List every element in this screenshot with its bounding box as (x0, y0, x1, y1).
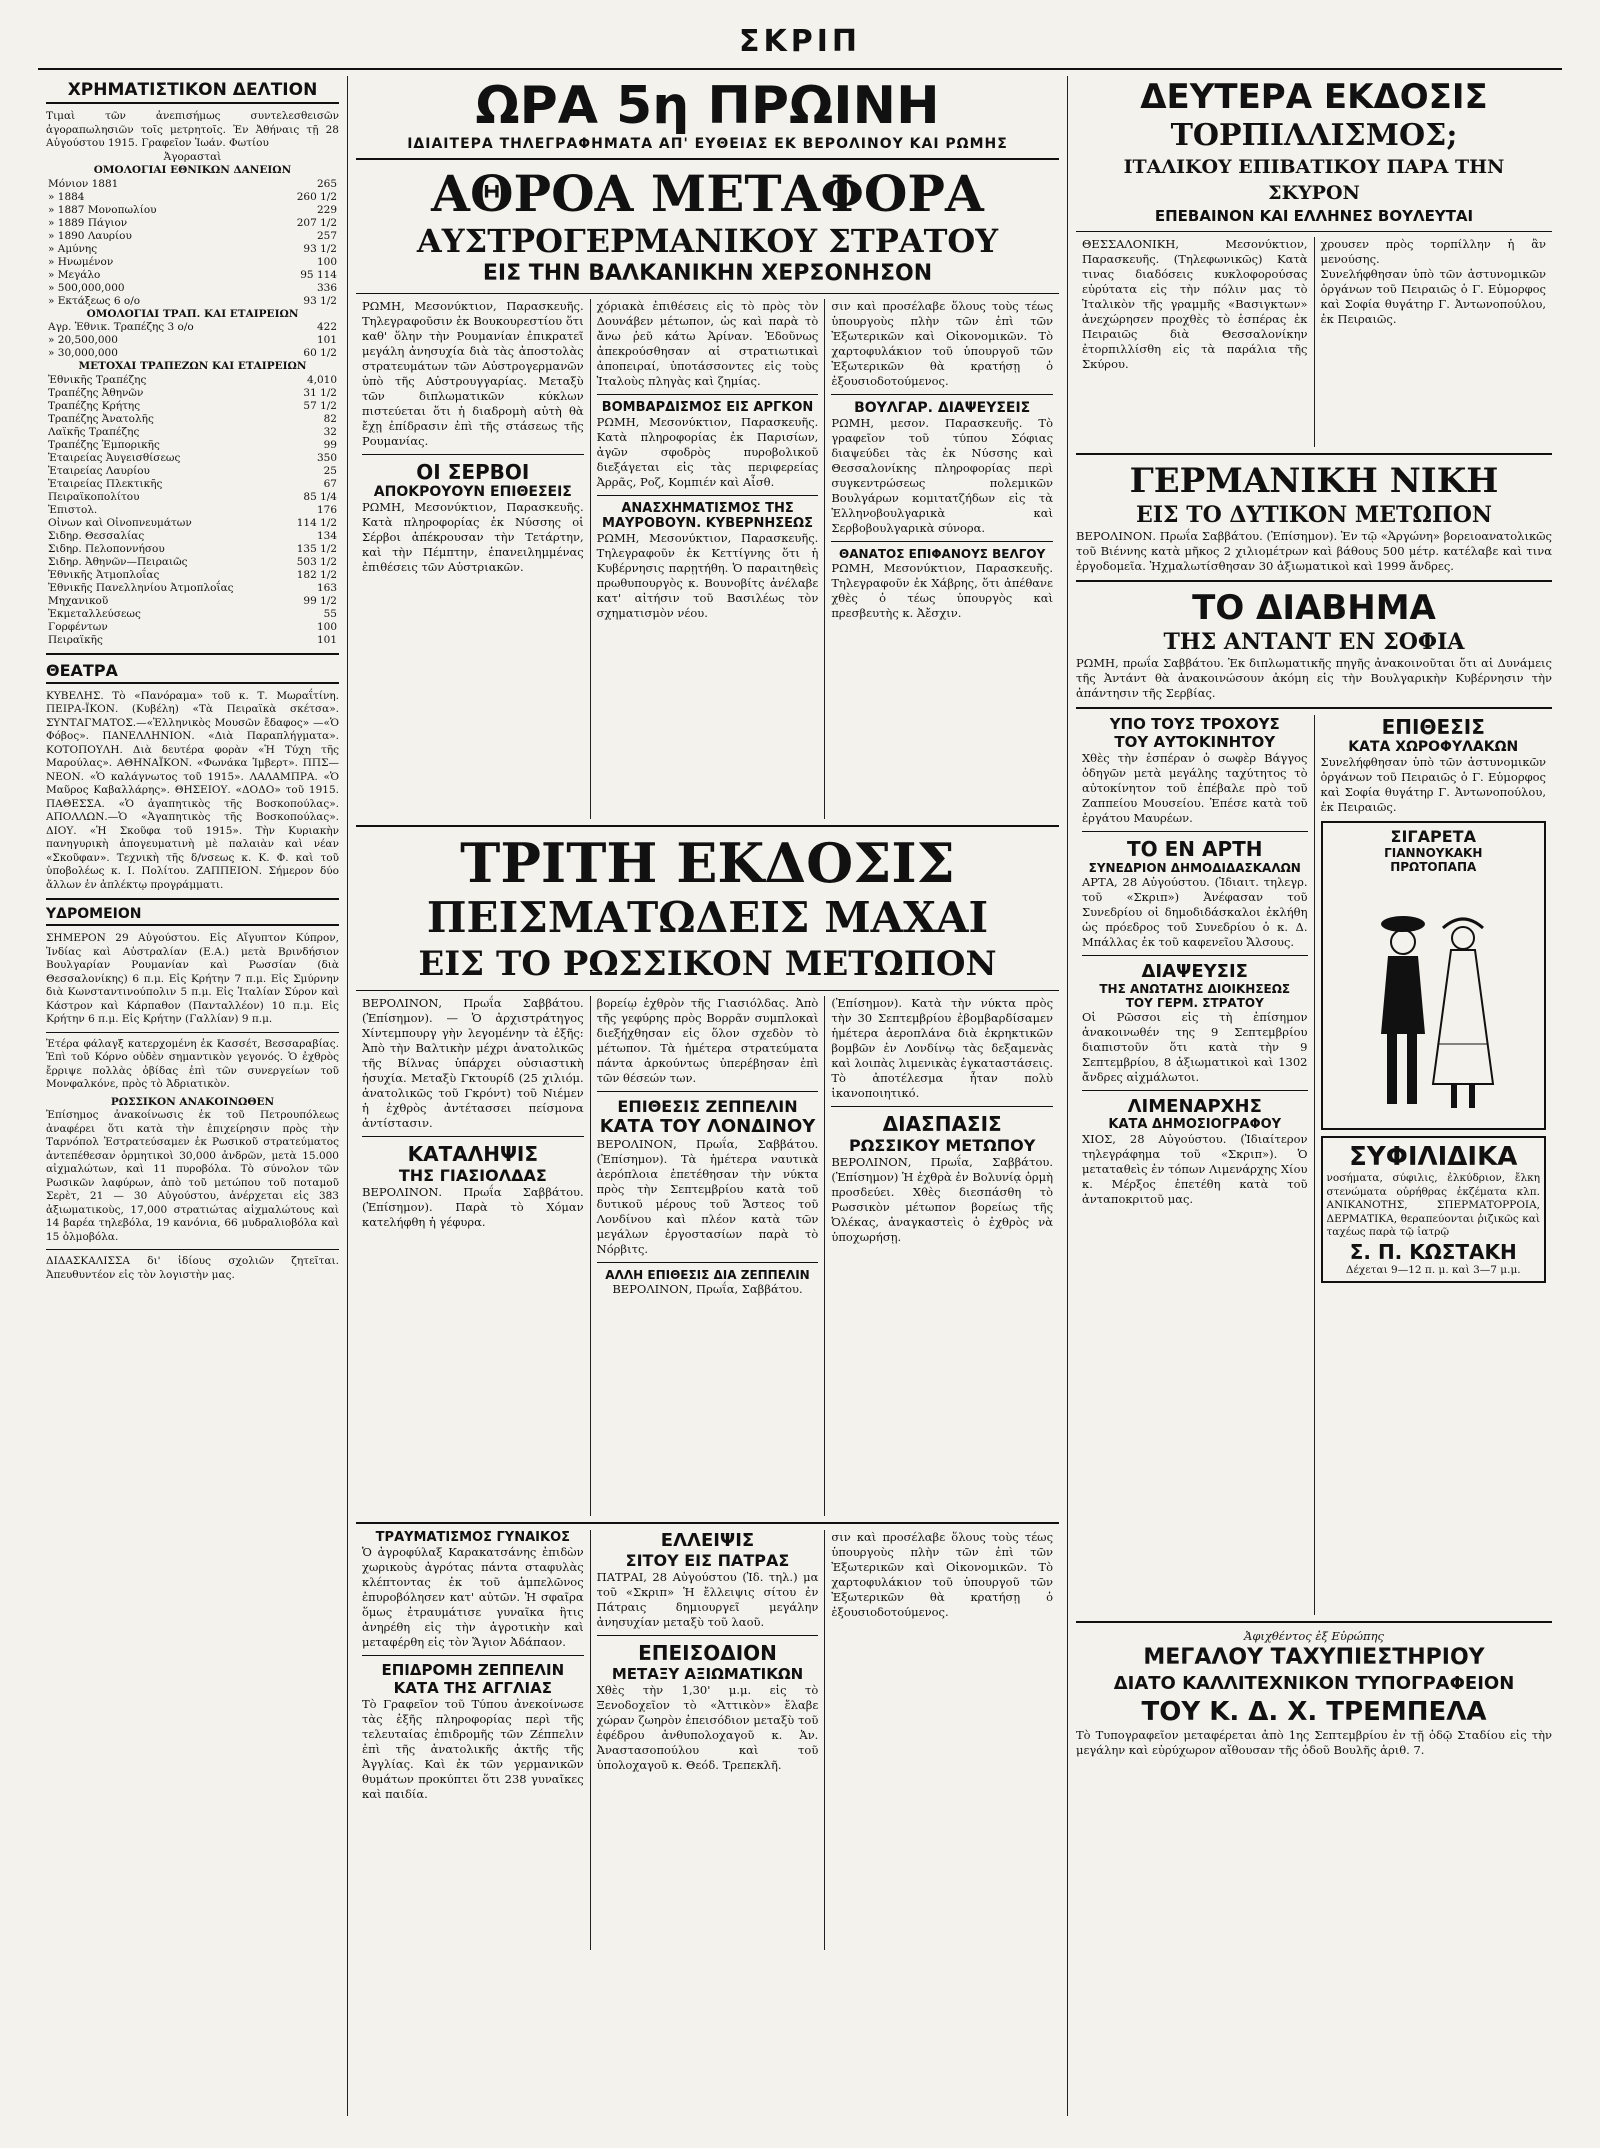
cig-sub2: ΠΡΩΤΟΠΑΠΑ (1390, 860, 1477, 874)
syph-title: ΣΥΦΙΛΙΔΙΚΑ (1349, 1142, 1518, 1172)
incident-title: ΕΠΕΙΣΟΔΙΟΝ (638, 1641, 777, 1665)
bombard-text: ΡΩΜΗ, Μεσονύκτιον, Παρασκευῆς. Κατὰ πληροφορίας ἐκ Παρισίων, ἀγῶν σφοδρὸς πυροβολικοῦ διεξάγεται εἰς τὰς περιφερείας Ἀρρᾶς, Ροζ, Κομπιέν καὶ Αἶσθ. (596, 415, 819, 489)
table-row (46, 439, 339, 452)
shortage-title: ΕΛΛΕΙΨΙΣ (660, 1530, 755, 1551)
car-subtitle: ΤΟΥ ΑΥΤΟΚΙΝΗΤΟΥ (1114, 733, 1276, 751)
zeppelin3-text: Τὸ Γραφεῖον τοῦ Τύπου ἀνεκοίνωσε τὰς ἑξῆς πληροφορίας περὶ τῆς τελευταίας ἐπιδρομῆς τῶν Ζέππελιν ἐπὶ τῆς ἀνατολικῆς ἀκτῆς τῆς Ἀγγλίας. Καὶ ἐκ τῶν γερμανικῶν θυμάτων προκύπτει ὅτι 238 γυναῖκες καὶ παιδία. (362, 1697, 584, 1801)
syph-doctor: Σ. Π. ΚΩΣΤΑΚΗ (1349, 1239, 1517, 1264)
syphilis-ad (1321, 1136, 1547, 1283)
divider (1076, 231, 1552, 232)
table-row (46, 256, 339, 269)
row-label: » 1889 Πάγιον (48, 216, 128, 229)
lead-text-2: χόριακὰ ἐπιθέσεις εἰς τὸ πρὸς τὸν Δουνάβεν μέτωπον, ὡς καὶ παρὰ τὸ ἄνω ῥεῦ κάτω Ἀρίναν. Ἐδοῦνως ἀπεκρούσθησαν αἱ στρατιωτικαὶ ἀποπειραί, ὑποτάσσοντες εἰς τοὺς Ἰταλοὺς πληγὰς καὶ ζημίας. (596, 299, 819, 388)
row-label: Μηχανικοῦ (48, 594, 109, 607)
row-label: Ἐκμεταλλεύσεως (48, 607, 141, 620)
table-row (46, 452, 339, 465)
divider (1082, 831, 1308, 832)
story-col-8 (591, 1530, 826, 1950)
row-value: 257 (316, 229, 337, 242)
row-value: 100 (316, 255, 337, 268)
row-label: Ἐθνικῆς Πανελληνίου Ἀτμοπλοΐας (48, 581, 234, 594)
table-row (46, 282, 339, 295)
divider (356, 825, 1059, 827)
battle-text-3: (Ἐπίσημον). Κατὰ τὴν νύκτα πρὸς τὴν 30 Σεπτεμβρίου ἐβομβαρδίσαμεν ἡμέτερα ἀεροπλάνα διὰ ἐκρηκτικῶν βομβῶν ἐν Λονδίνῳ τὰς δεξαμενὰς καὶ λοιπὰς λιμενικὰς ἐγκαταστάσεις. Τὸ ἀποτέλεσμα ἦταν πολὺ ἱκανοποιητικό. (831, 996, 1054, 1100)
story-grid-bottom (356, 1530, 1059, 1950)
story-col-1 (356, 299, 591, 819)
serbs-text: ΡΩΜΗ, Μεσονύκτιον, Παρασκευῆς. Κατὰ πληροφορίας ἐκ Νύσσης οἱ Σέρβοι ἀπέκρουσαν τὴν Τετάρτην, καὶ τὴν Πέμπτην, ἐπανειλημμένας ἐπιθέσεις τῶν Αὐστριακῶν. (362, 500, 584, 574)
row-label: Γορφέντων (48, 620, 108, 633)
left-column (38, 76, 348, 2116)
row-label: » Εκτάξεως 6 ο/ο (48, 294, 141, 307)
row-value: 182 1/2 (296, 568, 337, 581)
women-title: ΤΡΑΥΜΑΤΙΣΜΟΣ ΓΥΝΑΙΚΟΣ (375, 1530, 570, 1545)
harbour-preview: σιν καὶ προσέλαβε ὅλους τοὺς τέως ὑπουργοὺς πλὴν τῶν ἐπὶ τῶν Ἐξωτερικῶν καὶ Οἰκονομικῶν. Τὸ χαρτοφυλάκιον τοῦ ὑπουργοῦ τῶν Ἐξωτερικῶν θὰ κρατήσῃ ὁ ἐξουσιοδοτούμενος. (831, 1530, 1054, 1619)
zeppelin3-title: ΕΠΙΔΡΟΜΗ ΖΕΠΠΕΛΙΝ (381, 1661, 565, 1679)
shortage-text: ΠΑΤΡΑΙ, 28 Αὐγούστου (Ἰδ. τηλ.) μα τοῦ «Σκριπ» Ἡ ἔλλειψις σίτου ἐν Πάτραις δημιουργεῖ μεγάλην ἀνησυχίαν μεταξὺ τοῦ λαοῦ. (596, 1570, 819, 1629)
serbs-title: ΟΙ ΣΕΡΒΟΙ (416, 460, 530, 484)
headline-transport: ΑΘΡΟΑ ΜΕΤΑΦΟΡΑ (431, 164, 984, 223)
russian-title: ΡΩΣΣΙΚΟΝ ΑΝΑΚΟΙΝΩΘΕΝ (110, 1095, 275, 1108)
harbour-subtitle: ΚΑΤΑ ΔΗΜΟΣΙΟΓΡΑΦΟΥ (1108, 1117, 1282, 1132)
row-value: 100 (316, 620, 337, 633)
banks-table (46, 374, 339, 647)
divider (597, 1262, 819, 1263)
zeppelin-subtitle: ΚΑΤΑ ΤΟΥ ΛΟΝΔΙΝΟΥ (599, 1116, 816, 1137)
rupture-text: ΒΕΡΟΛΙΝΟΝ, Πρωΐα, Σαββάτου. (Ἐπίσημον) Ἡ ἐχθρὰ ἐν Βολυνίᾳ ὁρμὴ προσδεύει. Χθὲς διεσπάσθη τὸ Ρωσσικὸν μέτωπον βορείως τῆς Ὀλέκας, ἀναγκαστεὶς ὁ ἐχθρὸς νὰ ὑποχωρήσῃ. (831, 1155, 1054, 1244)
masthead: ΣΚΡΙΠ (739, 24, 861, 59)
divider (46, 1249, 339, 1250)
rupture-subtitle: ΡΩΣΣΙΚΟΥ ΜΕΤΩΠΟΥ (849, 1136, 1036, 1155)
row-label: Τραπέζης Κρήτης (48, 399, 141, 412)
row-label: » 20,500,000 (48, 334, 118, 346)
table-row (46, 347, 339, 360)
torpedo-sub: ΙΤΑΛΙΚΟΥ ΕΠΙΒΑΤΙΚΟΥ ΠΑΡΑ ΤΗΝ ΣΚΥΡΟΝ (1123, 156, 1505, 204)
right-column (1068, 76, 1560, 2116)
row-value: 176 (316, 503, 337, 516)
divider (362, 1655, 584, 1656)
death-title: ΘΑΝΑΤΟΣ ΕΠΙΦΑΝΟΥΣ ΒΕΛΓΟΥ (839, 547, 1046, 561)
denial-subtitle: ΤΗΣ ΑΝΩΤΑΤΗΣ ΔΙΟΙΚΗΣΕΩΣ (1099, 982, 1291, 996)
torpedo-sub2: ΕΠΕΒΑΙΝΟΝ ΚΑΙ ΕΛΛΗΝΕΣ ΒΟΥΛΕΥΤΑΙ (1154, 207, 1474, 225)
divider (362, 1136, 584, 1137)
companies-title: ΟΜΟΛΟΓΙΑΙ ΤΡΑΠ. ΚΑΙ ΕΤΑΙΡΕΙΩΝ (86, 307, 299, 320)
hydro-text: ΣΗΜΕΡΟΝ 29 Αὐγούστου. Εἰς Αἴγυπτον Κύπρον, Ἰνδίας καὶ Αὐστραλίαν (Ε.Α.) μετὰ Βρινδήσιον Βουλγαρίαν Ρουμανίαν καὶ Ρωσσίαν (διὰ Θεσσαλονίκης) 6 π.μ. Εἰς Κρήτην 7 π.μ. Εἰς Σμύρνην διὰ Κωνσταντινούπολιν 5 π.μ. Εἰς Ἰταλίαν Σύρον καὶ Κάστρον καὶ Κάρπαθον (Πανταλλέον) 10 π.μ. Εἰς Κρήτην 6 π.μ. Εἰς Κρήτην (Γαλλίαν) 9 π.μ. (46, 932, 339, 1025)
demarche-headline: ΤΟ ΔΙΑΒΗΜΑ (1192, 588, 1436, 628)
death-text: ΡΩΜΗ, Μεσονύκτιον, Παρασκευῆς. Τηλεγραφοῦν ἐκ Χάβρης, ὅτι ἀπέθανε χθὲς ὁ τέως ὑπουργὸς καὶ πρεσβευτὴς κ. Ἀἔσχιν. (831, 561, 1054, 620)
row-value: 99 1/2 (303, 594, 337, 607)
table-row (46, 374, 339, 387)
table-row (46, 504, 339, 517)
demarche-sub: ΤΗΣ ΑΝΤΑΝΤ ΕΝ ΣΟΦΙΑ (1163, 629, 1465, 655)
torpedo-col-1 (1076, 237, 1315, 447)
women-text: Ὁ ἀγροφύλαξ Καρακατσάνης ἐπιδὼν χωρικοὺς ἀγρότας πάντα σταφυλὰς κλέπτοντας ἐκ τοῦ ἀμπελῶνος ἐπυροβόλησεν κατ' αὐτῶν. Ἡ σφαῖρα ὅμως ἐτραυμάτισε γυναῖκα ἣτις ἀνηρέθη εἰς τὴν ἀγροτικὴν καὶ μεταφέρθη εἰς τὸν Ἅγιον Ἀδάπαον. (362, 1545, 584, 1649)
german-victory-text: ΒΕΡΟΛΙΝΟΝ. Πρωΐα Σαββάτου. (Ἐπίσημον). Ἐν τῷ «Ἀργώνη» βορειοανατολικῶς τοῦ Βιέννης κατὰ μῆκος 2 χιλιομέτρων καὶ βάθους 500 μέτρ. κατέλαβε καὶ τινα ἐργοδομεῖα. Ἠχμαλωτίσθησαν 30 ἀξιωματικοὶ καὶ 1999 ἄνδρες. (1076, 529, 1552, 573)
story-col-6 (825, 996, 1059, 1516)
divider (356, 1522, 1059, 1524)
story-col-5 (591, 996, 826, 1516)
car-text: Χθὲς τὴν ἑσπέραν ὁ σωφὲρ Βάγγος ὁδηγῶν μετὰ μεγάλης ταχύτητος τὸ αὐτοκίνητον τοῦ ἐπέβαλε πρὸ τοῦ Ζαππείου Μουσείου. Ἐπέσε κατὰ τοῦ ἐργάτου Μαυρέων. (1082, 751, 1308, 825)
russian-text: Ἐπίσημος ἀνακοίνωσις ἐκ τοῦ Πετρουπόλεως ἀναφέρει ὅτι κατὰ τὴν ἐπιχείρησιν πρὸς τὴν Ταρνόπολ Ἐστρατεύσαμεν ἐκ Ρωσικοῦ στρατεύματος ἀντεπέθεσαν ὁρμητικοὶ 30,000 ἀνδρῶν, μετὰ 15.000 αἰχμαλώτων, καὶ 11 πυροβόλα. Τὸ σύνολον τῶν Ρωσικῶν λαφύρων, ἀπὸ τοῦ μετώπου τοῦ ποταμοῦ Σερὲτ, 21 — 30 Αὐγούστου, ἀνέρχεται εἰς 383 ἀξιωματικοὺς, 17,000 στρατιώτας αἰχμαλώτους καὶ 14 βαρέα τηλεβόλα, 19 κανόνια, 66 μυδραλιοβόλα καὶ 15 ὀλμοβόλα. (46, 1109, 339, 1243)
news-text: Ἐτέρα φάλαγξ κατερχομένη ἐκ Κασσέτ, Βεσσαραβίας. Ἐπὶ τοῦ Κόρνο οὐδὲν σημαντικὸν γεγονός. Ὁ ἐχθρὸς ἔρριψε πολλὰς ὀβίδας ἐπὶ τῶν συνεργείων τοῦ Μονφαλκόνε, πρὸς τὸ Ἀδριατικὸν. (46, 1037, 339, 1090)
bonds-title: ΟΜΟΛΟΓΙΑΙ ΕΘΝΙΚΩΝ ΔΑΝΕΙΩΝ (93, 164, 292, 176)
divider (1076, 707, 1552, 709)
row-label: Τραπέζης Ἐμπορικῆς (48, 438, 160, 451)
right-lower-col-2 (1315, 715, 1553, 1615)
attack-preview: Συνελήφθησαν ὑπὸ τῶν ἀστυνομικῶν ὀργάνων τοῦ Πειραιῶς ὁ Γ. Εὐμορφος καὶ Σοφία θυγάτηρ Γ. Ἀντωνοπούλου, ἐκ Πειραιῶς. (1320, 267, 1546, 326)
table-row (46, 243, 339, 256)
row-label: Σιδηρ. Πελοποννήσου (48, 542, 165, 555)
row-label: » 1887 Μονοπωλίου (48, 203, 157, 216)
row-value: 229 (316, 203, 337, 216)
companies-table (46, 321, 339, 360)
zeppelin2-title: ΑΛΛΗ ΕΠΙΘΕΣΙΣ ΔΙΑ ΖΕΠΠΕΛΙΝ (605, 1268, 810, 1282)
table-row (46, 230, 339, 243)
row-label: Ἑταιρείας Ἀυγεισθίσεως (48, 451, 181, 464)
lead-text-3: σιν καὶ προσέλαβε ὅλους τοὺς τέως ὑπουργοὺς πλὴν τῶν ἐπὶ τῶν Ἐξωτερικῶν καὶ Οἰκονομικῶν. Τὸ χαρτοφυλάκιον τοῦ ὑπουργοῦ τῶν Ἐξωτερικῶν θὰ κρατήσῃ ὁ ἐξουσιοδοτούμενος. (831, 299, 1054, 388)
finance-intro: Τιμαὶ τῶν ἀνεπισήμως συντελεσθεισῶν ἀγοραπωλησιῶν τοῖς μετρητοῖς. Ἐν Ἀθήναις τῇ 28 Αὐγούστου 1915. Γραφεῖον Ἰωάν. Φωτίου (46, 110, 339, 149)
bonds-table (46, 178, 339, 308)
zeppelin2-text: ΒΕΡΟΛΙΝΟΝ, Πρωΐα, Σαββάτου. (612, 1282, 803, 1296)
divider (597, 1635, 819, 1636)
reshuffle-title: ΑΝΑΣΧΗΜΑΤΙΣΜΟΣ ΤΗΣ ΜΑΥΡΟΒΟΥΝ. ΚΥΒΕΡΝΗΣΕΩΣ (602, 501, 813, 531)
columns (38, 76, 1562, 2116)
row-value: 67 (323, 477, 337, 490)
bombard-title: ΒΟΜΒΑΡΔΙΣΜΟΣ ΕΙΣ ΑΡΓΚΟΝ (601, 400, 814, 415)
german-victory-headline: ΓΕΡΜΑΝΙΚΗ ΝΙΚΗ (1129, 461, 1499, 501)
row-label: Πειραϊκῆς (48, 633, 103, 646)
row-label: Μόνιον 1881 (48, 177, 119, 190)
rupture-title: ΔΙΑΣΠΑΣΙΣ (882, 1112, 1002, 1136)
row-label: Τραπέζης Ἀνατολῆς (48, 412, 154, 425)
capture-subtitle: ΤΗΣ ΓΙΑΣΙΟΛΔΑΣ (398, 1166, 547, 1185)
zeppelin3-subtitle: ΚΑΤΑ ΤΗΣ ΑΓΓΛΙΑΣ (393, 1679, 552, 1697)
cigarette-ad (1321, 821, 1547, 1130)
arta-text: ΑΡΤΑ, 28 Αὐγούστου. (Ἰδιαιτ. τηλεγρ. τοῦ «Σκριπ») Ἀνέφασαν τοῦ Συνεδρίου οἱ δημοδιδάσκαλοι ἐκλήθη ὡς πρόεδρος τοῦ Συνεδρίου ὁ κ. Δ. Μπάλλας ἐκ τοῦ καφενεῖου Ἄλσους. (1082, 875, 1308, 949)
lead-text-1: ΡΩΜΗ, Μεσονύκτιον, Παρασκευῆς. Τηλεγραφοῦσιν ἐκ Βουκουρεστίου ὅτι καθ' ὅλην τὴν Ρουμανίαν ἐπικρατεῖ μεγάλη ἀνησυχία διὰ τὰς ἀποστολὰς στρατευμάτων τῶν Αὐστρογερμανῶν ὑπὸ τῆς Αὐστρουγγαρίας. Μεταξὺ τῶν διπλωματικῶν κύκλων πιστεύεται ὅτι ἡ διαδρομὴ αὐτὴ θὰ ἔχῃ ἐπίδρασιν ἐπὶ τῆς στάσεως τῆς Ρουμανίας. (362, 299, 584, 448)
denial-text: Οἱ Ρῶσσοι εἰς τὴ ἐπίσημον ἀνακοινωθέν της 9 Σεπτεμβρίου διαπιστοῦν ὅτι κατὰ τὴν 9 Σεπτεμβρίου, 8 ἀξιωματικοὶ καὶ 1302 ἄνδρες αἰχμάλωτοι. (1082, 1010, 1308, 1084)
table-row (46, 608, 339, 621)
row-label: Ἐθνικῆς Τραπέζης (48, 373, 147, 386)
attack-title: ΕΠΙΘΕΣΙΣ (1381, 715, 1485, 739)
table-row (46, 178, 339, 191)
printer-text: Τὸ Τυπογραφεῖον μεταφέρεται ἀπὸ 1ης Σεπτεμβρίου ἐν τῇ ὁδῷ Σταδίου εἰς τὴν μεγάλην καὶ εὐρύχωρον αἴθουσαν τῆς ὁδοῦ Βουλῆς ἀριθ. 7. (1076, 1728, 1552, 1757)
divider (46, 1032, 339, 1033)
table-row (46, 217, 339, 230)
zeppelin-text: ΒΕΡΟΛΙΝΟΝ, Πρωΐα, Σαββάτου. (Ἐπίσημον). Τὰ ἡμέτερα ναυτικὰ ἀερόπλοια ἐπετέθησαν τὴν νύκτα πρὸς τὴν Σεπτεμβρίου κατὰ τοῦ δυτικοῦ μέρους τοῦ Ἄστεος τοῦ Λονδίνου καὶ πλέον κατὰ τῶν μεγάλων ἐργοστασίων παρὰ τὸ Νόρβιτς. (596, 1137, 819, 1256)
syph-text: νοσήματα, σύφιλις, ἐλκύδριον, ἔλκη στενώματα οὐρήθρας ἐκζέματα κλπ. ΑΝΙΚΑΝΟΤΗΣ, ΣΠΕΡΜΑΤΟΡΡΟΙΑ, ΔΕΡΜΑΤΙΚΑ, θεραπεύονται ῥιζικῶς καὶ ταχέως παρὰ τῷ ἰατρῷ (1326, 1172, 1540, 1238)
incident-subtitle: ΜΕΤΑΞΥ ΑΞΙΩΜΑΤΙΚΩΝ (611, 1665, 804, 1683)
row-value: 55 (323, 607, 337, 620)
table-row (46, 269, 339, 282)
third-edition: ΤΡΙΤΗ ΕΚΔΟΣΙΣ (460, 831, 955, 895)
row-value: 31 1/2 (303, 386, 337, 399)
row-label: » 1884 (48, 190, 85, 203)
row-label: » 30,000,000 (48, 347, 118, 359)
story-col-3 (825, 299, 1059, 819)
row-label: Οἰνων καὶ Οἰνοπνευμάτων (48, 516, 192, 529)
zeppelin-title: ΕΠΙΘΕΣΙΣ ΖΕΠΠΕΛΙΝ (617, 1097, 798, 1116)
banner-headline: ΩΡΑ 5η ΠΡΩΙΝΗ (475, 76, 940, 136)
row-label: Σιδηρ. Θεσσαλίας (48, 529, 145, 542)
cigarette-illustration (1327, 874, 1541, 1124)
story-grid-mid (356, 996, 1059, 1516)
row-value: 60 1/2 (303, 347, 337, 359)
attack-text: Συνελήφθησαν ὑπὸ τῶν ἀστυνομικῶν ὀργάνων τοῦ Πειραιῶς ὁ Γ. Εὐμορφος καὶ Σοφία θυγάτηρ Γ. Ἀντωνοπούλου, ἐκ Πειραιῶς. (1320, 755, 1546, 814)
row-value: 101 (316, 633, 337, 646)
bulg-denial-text: ΡΩΜΗ, μεσον. Παρασκευῆς. Τὸ γραφεῖον τοῦ τύπου Σόφιας διαψεύδει τὰς ἐκ Νύσσης καὶ Θεσσαλονίκης πληροφορίας περὶ συγκεντρώσεως πολεμικῶν Βουλγάρων κομιτατζήδων εἰς τὰ Ἑλληνοβουλγαρικὰ καὶ Σερβοβουλγαρικὰ σύνορα. (831, 416, 1054, 535)
arta-subtitle: ΣΥΝΕΔΡΙΟΝ ΔΗΜΟΔΙΔΑΣΚΑΛΩΝ (1088, 861, 1301, 875)
row-value: 95 114 (300, 268, 337, 281)
second-edition: ΔΕΥΤΕΡΑ ΕΚΔΟΣΙΣ (1140, 77, 1488, 117)
table-row (46, 556, 339, 569)
finance-sub: Ἀγορασταὶ (163, 150, 222, 163)
row-value: 32 (323, 425, 337, 438)
row-value: 93 1/2 (303, 242, 337, 255)
divider (831, 394, 1053, 395)
battle-text-2: βορείῳ ἐχθρὸν τῆς Γιασιόλδας. Ἀπὸ τῆς γεφύρης πρὸς Βορρᾶν συμπλοκαὶ διεξήχθησαν εἰς ὅλον σχεδὸν τὸ μέτωπον. Τὰ ἡμέτερα στρατεύματα πάντα ἀρκούντως ὑπερέβησαν ἐπὶ τῶν θέσεών των. (596, 996, 819, 1085)
story-col-9 (825, 1530, 1059, 1950)
divider (597, 1091, 819, 1092)
torpedo-text: ΘΕΣΣΑΛΟΝΙΚΗ, Μεσονύκτιον, Παρασκευῆς. (Τηλεφωνικῶς) Κατὰ τινας διαδόσεις κυκλοφορούσας εὐρύτατα εἰς τὴν πόλιν μας τὸ Ἰταλικὸν τῆς γραμμῆς «Βασιγκτων» ἀνεχώρησεν προχθὲς τὸ ἑσπέρας ἐκ Πειραιῶς διὰ Θεσσαλονίκην ἐτορπιλλίσθη εἰς τὰ παράλια τῆς Σκύρου. (1082, 237, 1308, 371)
row-label: » Ηνωμένον (48, 255, 114, 268)
table-row (46, 387, 339, 400)
row-label: Πειραϊκοπολίτου (48, 490, 140, 503)
table-row (46, 413, 339, 426)
divider (356, 158, 1059, 160)
row-label: » Αμύνης (48, 242, 98, 255)
divider (1076, 453, 1552, 455)
divider (356, 990, 1059, 991)
row-value: 93 1/2 (303, 294, 337, 307)
table-row (46, 530, 339, 543)
banner-subtitle: ΙΔΙΑΙΤΕΡΑ ΤΗΛΕΓΡΑΦΗΜΑΤΑ ΑΠ' ΕΥΘΕΙΑΣ ΕΚ ΒΕΡΟΛΙΝΟΥ ΚΑΙ ΡΩΜΗΣ (407, 136, 1008, 152)
divider (46, 898, 339, 900)
row-value: 99 (323, 438, 337, 451)
serbs-subtitle: ΑΠΟΚΡΟΥΟΥΝ ΕΠΙΘΕΣΕΙΣ (373, 484, 572, 500)
row-value: 85 1/4 (303, 490, 337, 503)
row-value: 101 (316, 334, 337, 346)
row-value: 114 1/2 (296, 516, 337, 529)
arta-title: ΤΟ ΕΝ ΑΡΤΗ (1127, 837, 1263, 861)
harbour-title: ΛΙΜΕΝΑΡΧΗΣ (1127, 1096, 1262, 1117)
incident-text: Χθὲς τὴν 1,30' μ.μ. εἰς τὸ Ξενοδοχεῖον τὸ «Ἀττικὸν» ἔλαβε χώραν ζωηρὸν ἐπεισόδιον μεταξὺ τοῦ ἐφέδρου ἀνθυπολοχαγοῦ κ. Ἀν. Ἀναστασοπούλου καὶ τοῦ ὑπολοχαγοῦ κ. Θεόδ. Τρεπεκλῆ. (596, 1683, 819, 1772)
divider (831, 1106, 1053, 1107)
row-value: 57 1/2 (303, 399, 337, 412)
table-row (46, 595, 339, 608)
denial-title: ΔΙΑΨΕΥΣΙΣ (1141, 961, 1248, 982)
row-value: 503 1/2 (296, 555, 337, 568)
table-row (46, 634, 339, 647)
divider (46, 653, 339, 655)
row-label: Αγρ. Ἐθνικ. Τραπέζης 3 ο/ο (48, 321, 194, 333)
story-col-7 (356, 1530, 591, 1950)
table-row (46, 426, 339, 439)
row-label: » Μεγάλο (48, 268, 101, 281)
table-row (46, 465, 339, 478)
story-col-4 (356, 996, 591, 1516)
row-value: 207 1/2 (296, 216, 337, 229)
divider (1082, 1090, 1308, 1091)
shortage-subtitle: ΣΙΤΟΥ ΕΙΣ ΠΑΤΡΑΣ (625, 1551, 790, 1570)
row-value: 82 (323, 412, 337, 425)
torpedo-headline: ΤΟΡΠΙΛΛΙΣΜΟΣ; (1170, 118, 1458, 153)
finance-title: ΧΡΗΜΑΤΙΣΤΙΚΟΝ ΔΕΛΤΙΟΝ (46, 80, 339, 104)
story-grid-top (356, 299, 1059, 819)
table-row (46, 491, 339, 504)
row-label: » 1890 Λαυρίου (48, 229, 132, 242)
table-row (46, 191, 339, 204)
row-value: 25 (323, 464, 337, 477)
bulg-denial-title: ΒΟΥΛΓΑΡ. ΔΙΑΨΕΥΣΕΙΣ (854, 400, 1031, 416)
capture-text: ΒΕΡΟΛΙΝΟΝ. Πρωΐα Σαββάτου. (Ἐπίσημον). Παρὰ τὸ Χόμαν κατελήφθη ἡ γέφυρα. (362, 1185, 584, 1229)
classified-ad: ΔΙΔΑΣΚΑΛΙΣΣΑ δι' ἰδίους σχολιῶν ζητεῖται. Ἀπευθυντέον εἰς τὸν λογιστὴν μας. (46, 1255, 339, 1281)
table-row (46, 543, 339, 556)
row-value: 265 (316, 177, 337, 190)
right-lower-grid (1076, 715, 1552, 1615)
cig-sub: ΓΙΑΝΝΟΥΚΑΚΗ (1384, 846, 1483, 860)
row-label: Λαϊκῆς Τραπέζης (48, 425, 140, 438)
row-label: » 500,000,000 (48, 281, 125, 294)
denial-subtitle-2: ΤΟΥ ΓΕΡΜ. ΣΤΡΑΤΟΥ (1125, 996, 1264, 1010)
table-row (46, 204, 339, 217)
table-row (46, 569, 339, 582)
syph-hours: Δέχεται 9—12 π. μ. καὶ 3—7 μ.μ. (1345, 1263, 1521, 1276)
row-value: 422 (316, 321, 337, 333)
masthead-rule (38, 68, 1562, 70)
table-row (46, 295, 339, 308)
row-label: Ἑταιρείας Πλεκτικῆς (48, 477, 163, 490)
car-title: ΥΠΟ ΤΟΥΣ ΤΡΟΧΟΥΣ (1109, 715, 1280, 733)
row-label: Σιδηρ. Ἀθηνῶν—Πειραιῶς (48, 555, 188, 568)
row-value: 336 (316, 281, 337, 294)
russian-front-headline: ΕΙΣ ΤΟ ΡΩΣΣΙΚΟΝ ΜΕΤΩΠΟΝ (418, 944, 997, 984)
table-row (46, 517, 339, 530)
row-value: 134 (316, 529, 337, 542)
table-row (46, 334, 339, 347)
row-value: 135 1/2 (296, 542, 337, 555)
row-value: 260 1/2 (296, 190, 337, 203)
table-row (46, 621, 339, 634)
row-label: Ἑταιρείας Λαυρίου (48, 464, 150, 477)
theatre-title: ΘΕΑΤΡΑ (46, 661, 339, 684)
printer-line-2: ΔΙΑΤΟ ΚΑΛΛΙΤΕΧΝΙΚΟΝ ΤΥΠΟΓΡΑΦΕΙΟΝ (1113, 1673, 1515, 1694)
divider (1082, 955, 1308, 956)
headline-balkan: ΕΙΣ ΤΗΝ ΒΑΛΚΑΝΙΚΗΝ ΧΕΡΣΟΝΗΣΟΝ (482, 261, 933, 286)
demarche-text: ΡΩΜΗ, πρωΐα Σαββάτου. Ἐκ διπλωματικῆς πηγῆς ἀνακοινοῦται ὅτι αἱ Δυνάμεις τῆς Ἀντάντ θὰ ἀνακοινώσουν ἀκόμη εἰς τὴν Βουλγαρικὴν Κυβέρνησιν τὴν ἀπάντησιν τῆς Σερβίας. (1076, 656, 1552, 700)
battles-headline: ΠΕΙΣΜΑΤΩΔΕΙΣ ΜΑΧΑΙ (426, 893, 989, 942)
row-label: Ἐπιστολ. (48, 503, 98, 516)
center-column (348, 76, 1068, 2116)
german-victory-sub: ΕΙΣ ΤΟ ΔΥΤΙΚΟΝ ΜΕΤΩΠΟΝ (1135, 502, 1493, 528)
capture-title: ΚΑΤΑΛΗΨΙΣ (407, 1142, 539, 1166)
printer-line-1: ΜΕΓΑΛΟΥ ΤΑΧΥΠΙΕΣΤΗΡΙΟΥ (1143, 1645, 1485, 1670)
row-label: Ἐθνικῆς Ἀτμοπλοΐας (48, 568, 160, 581)
couple-illustration-icon (1343, 884, 1523, 1124)
reshuffle-text: ΡΩΜΗ, Μεσονύκτιον, Παρασκευῆς. Τηλεγραφοῦν ἐκ Κεττίγνης ὅτι ἡ Κυβέρνησις παρῃτήθη. Ὁ παραιτηθεὶς πρωθυπουργὸς κ. Βουνοβίτς ἀνέλαβε κατ' αἰτήσιν τοῦ Βασιλέως τὸν σχηματισμὸν νέου. (596, 531, 819, 620)
row-value: 4,010 (306, 373, 337, 386)
row-value: 350 (316, 451, 337, 464)
banks-title: ΜΕΤΟΧΑΙ ΤΡΑΠΕΖΩΝ ΚΑΙ ΕΤΑΙΡΕΙΩΝ (78, 360, 307, 372)
row-label: Τραπέζης Ἀθηνῶν (48, 386, 144, 399)
torpedo-text-2: χρουσεν πρὸς τορπίλλην ἡ ἂν μενούσης. (1320, 237, 1546, 266)
divider (597, 394, 819, 395)
torpedo-grid (1076, 237, 1552, 447)
story-col-2 (591, 299, 826, 819)
divider (1076, 1621, 1552, 1623)
battle-text-1: ΒΕΡΟΛΙΝΟΝ, Πρωΐα Σαββάτου. (Ἐπίσημον). — Ὁ ἀρχιστράτηγος Χίντεμπουργ γὴν λεγομένην τὰ ἑξῆς: Ἀπὸ τὴν Βαλτικὴν μέχρι ἀνατολικῶς τῆς Βίλνας ὑπάρχει οὐσιαστικὴ ἡσυχία. Μεταξὺ Γκτουρίδ (25 χιλιόμ. ἀνατολικῶς τοῦ Γκρόντ) τοῦ Νιέμεν ἡ ἐχθρὸς ἀντέτασσει πείσμονα ἀντίστασιν. (362, 996, 584, 1130)
theatre-text: ΚΥΒΕΛΗΣ. Τὸ «Πανόραμα» τοῦ κ. Τ. Μωραΐτίνη. ΠΕΙΡΑ-ΪΚΟΝ. (Κυβέλη) «Τὰ Πειραϊκὰ σκέτσα». ΣΥΝΤΑΓΜΑΤΟΣ.—«Ἑλληνικὸς Μουσῶν ἔδαφος» —«Ὁ Φόβος». ΠΑΝΕΛΛΗΝΙΟΝ. «Διὰ Παραπλήγματα». ΚΟΤΟΠΟΥΛΗ. Διὰ δευτέρα φορὰν «Ἡ Τύχη τῆς Μαρούλας». ΑΘΗΝΑΪΚΟΝ. «Φωνάκα Ἰμβερτ». ΠΠΣ—ΝΕΟΝ. «Ὁ καλάγνωτος τοῦ 1915». ΛΑΛΑΜΠΡΑ. «Ὁ Μαῦρος Καβαλλάρης». ΘΗΣΕΙΟΥ. «ΔΟΔΟ» τοῦ 1915. ΠΑΘΕΣΣΑ. «Ὁ ἀγαπητικὸς τῆς Βοσκοπούλας». ΑΠΟΛΛΩΝ.—Ὁ «Ἀγαπητικὸς τῆς Βοσκοπούλας». ΔΙΟΥ. «Ἡ Σκοῦφα τοῦ 1915». Τὴν Κυριακὴν πανηγυρικὴ ἀπογευματινὴ μὲ παλαιὰν καὶ νέαν «Σκοῦφαν». Τεχνικὴ τῆς δ/νσεως κ. Κ. Φ. καὶ τοῦ ὑποβολέως κ. Ι. Πολίτου. ΖΑΠΠΕΙΟΝ. Σήμερον δύο ἄλλων ἐν ἀπλέκτῳ προγράμματι. (46, 689, 339, 891)
harbour-text: ΧΙΟΣ, 28 Αὐγούστου. (Ἰδιαίτερον τηλεγράφημα τοῦ «Σκριπ»). Ὁ μεταταθεὶς ἐν τόπων Λιμενάρχης Χίου κ. Μέρξος ἐπετέθη κατὰ τοῦ ἀνταποκριτοῦ μας. (1082, 1132, 1308, 1206)
table-row (46, 478, 339, 491)
torpedo-col-2 (1315, 237, 1553, 447)
headline-army: ΑΥΣΤΡΟΓΕΡΜΑΝΙΚΟΥ ΣΤΡΑΤΟΥ (416, 222, 999, 260)
printer-line-3: ΤΟΥ Κ. Δ. Χ. ΤΡΕΜΠΕΛΑ (1141, 1697, 1487, 1727)
cig-title: ΣΙΓΑΡΕΤΑ (1390, 827, 1476, 846)
hydro-title: ΥΔΡΟΜΕΙΟΝ (46, 906, 339, 926)
attack-subtitle: ΚΑΤΑ ΧΩΡΟΦΥΛΑΚΩΝ (1348, 739, 1519, 755)
table-row (46, 400, 339, 413)
divider (362, 454, 584, 455)
divider (831, 541, 1053, 542)
row-value: 163 (316, 581, 337, 594)
right-lower-col-1 (1076, 715, 1315, 1615)
divider (356, 293, 1059, 294)
printer-intro: Ἀφιχθέντος ἐξ Εὐρώπης (1244, 1629, 1384, 1643)
table-row (46, 321, 339, 334)
table-row (46, 582, 339, 595)
divider (597, 495, 819, 496)
divider (1076, 580, 1552, 582)
